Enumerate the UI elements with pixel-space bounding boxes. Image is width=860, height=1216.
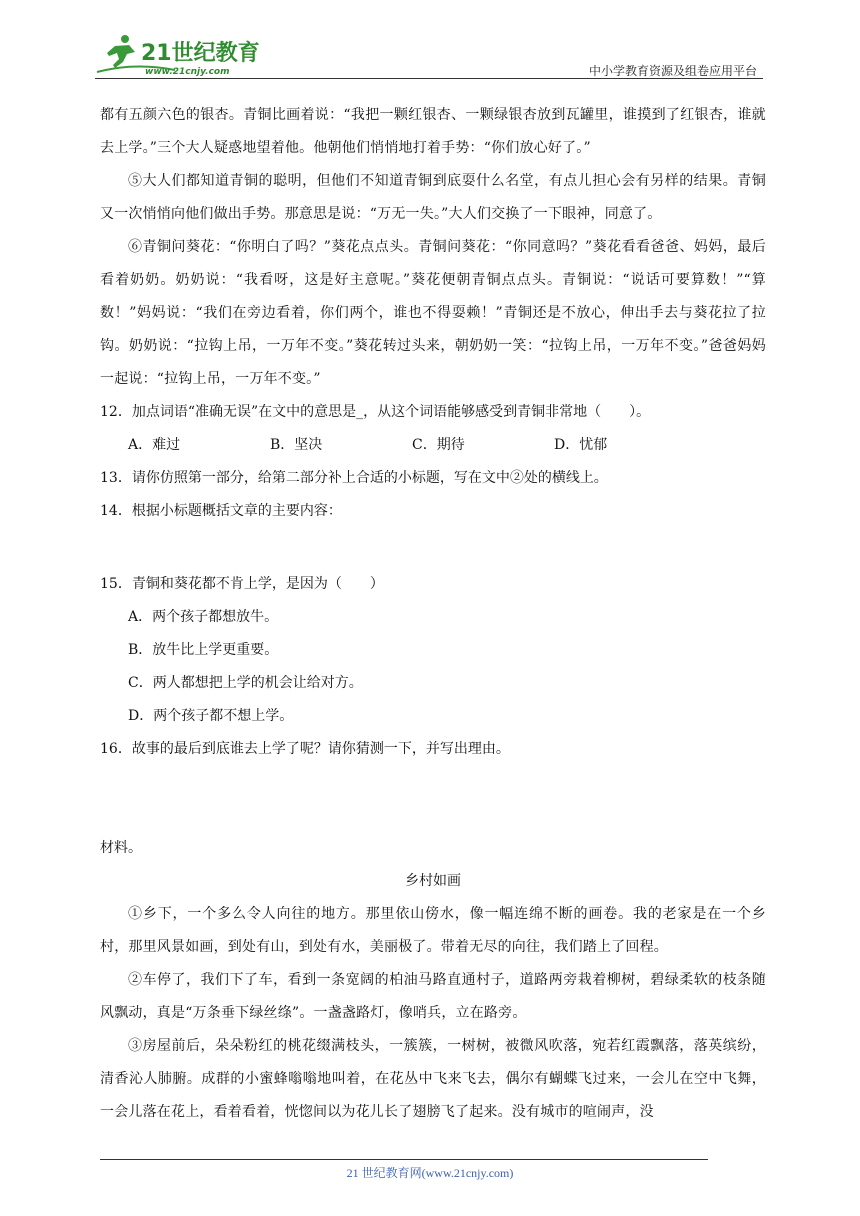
question-15: 15．青铜和葵花都不肯上学，是因为（ ） bbox=[100, 576, 384, 592]
page-header bbox=[95, 28, 763, 80]
material-label: 材料。 bbox=[100, 840, 142, 856]
question-12: 12．加点词语“准确无误”在文中的意思是_，从这个词语能够感受到青铜非常地（ ）。 bbox=[100, 404, 651, 420]
question-13: 13．请你仿照第一部分，给第二部分补上合适的小标题，写在文中②处的横线上。 bbox=[100, 470, 608, 486]
story-paragraph: 都有五颜六色的银杏。青铜比画着说：“我把一颗红银杏、一颗绿银杏放到瓦罐里，谁摸到了红银杏，谁就去上学。”三个大人疑惑地望着他。他朝他们悄悄地打着手势：“你们放心好了。” bbox=[100, 107, 766, 156]
option-d: D．忧郁 bbox=[554, 437, 608, 453]
page-footer: 21 世纪教育网(www.21cnjy.com) bbox=[346, 1166, 514, 1180]
story-paragraph: ⑥青铜问葵花：“你明白了吗？”葵花点点头。青铜问葵花：“你同意吗？”葵花看看爸爸、妈妈，最后看着奶奶。奶奶说：“我看呀，这是好主意呢。”葵花便朝青铜点点头。青铜说：“说话可要算数！”“算数！”妈妈说：“我们在旁边看着，你们两个，谁也不得耍赖！”青铜还是不放心，伸出手去与葵花拉了拉钩。奶奶说：“拉钩上吊，一万年不变。”葵花转过头来，朝奶奶一笑：“拉钩上吊，一万年不变。”爸爸妈妈一起说：“拉钩上吊，一万年不变。” bbox=[100, 239, 766, 387]
answer-space bbox=[100, 528, 766, 568]
question-12-options bbox=[100, 429, 766, 462]
option-c: C．两人都想把上学的机会让给对方。 bbox=[128, 675, 363, 691]
option-a: A．难过 bbox=[128, 437, 181, 453]
option-a: A．两个孩子都想放牛。 bbox=[128, 609, 279, 625]
question-16: 16．故事的最后到底谁去上学了呢？请你猜测一下，并写出理由。 bbox=[100, 741, 510, 757]
svg-text:www.21cnjy.com: www.21cnjy.com bbox=[145, 67, 230, 76]
svg-text:21世纪教育: 21世纪教育 bbox=[141, 41, 260, 66]
answer-space bbox=[100, 766, 766, 832]
material-paragraph: ②车停了，我们下了车，看到一条宽阔的柏油马路直通村子，道路两旁栽着柳树，碧绿柔软的枝条随风飘动，真是“万条垂下绿丝绦”。一盏盏路灯，像哨兵，立在路旁。 bbox=[100, 972, 766, 1021]
option-b: B．坚决 bbox=[270, 437, 323, 453]
document-body bbox=[100, 99, 766, 1129]
header-divider bbox=[95, 78, 763, 79]
material-title: 乡村如画 bbox=[405, 873, 461, 889]
material-paragraph: ①乡下，一个多么令人向往的地方。那里依山傍水，像一幅连绵不断的画卷。我的老家是在一个乡村，那里风景如画，到处有山，到处有水，美丽极了。带着无尽的向往，我们踏上了回程。 bbox=[100, 906, 766, 955]
option-c: C．期待 bbox=[412, 437, 465, 453]
option-b: B．放牛比上学更重要。 bbox=[128, 642, 279, 658]
story-paragraph: ⑤大人们都知道青铜的聪明，但他们不知道青铜到底耍什么名堂，有点儿担心会有另样的结果。青铜又一次悄悄向他们做出手势。那意思是说：“万无一失。”大人们交换了一下眼神，同意了。 bbox=[100, 173, 766, 222]
platform-name: 中小学教育资源及组卷应用平台 bbox=[588, 64, 757, 78]
footer-divider bbox=[100, 1159, 708, 1160]
site-logo bbox=[95, 32, 265, 76]
question-14: 14．根据小标题概括文章的主要内容： bbox=[100, 503, 342, 519]
option-d: D．两个孩子都不想上学。 bbox=[128, 708, 294, 724]
material-paragraph: ③房屋前后，朵朵粉红的桃花缀满枝头，一簇簇，一树树，被微风吹落，宛若红霞飘落，落英缤纷，清香沁人肺腑。成群的小蜜蜂嗡嗡地叫着，在花丛中飞来飞去，偶尔有蝴蝶飞过来，一会儿在空中飞舞，一会儿落在花上，看着看着，恍惚间以为花儿长了翅膀飞了起来。没有城市的喧闹声，没 bbox=[100, 1038, 766, 1120]
